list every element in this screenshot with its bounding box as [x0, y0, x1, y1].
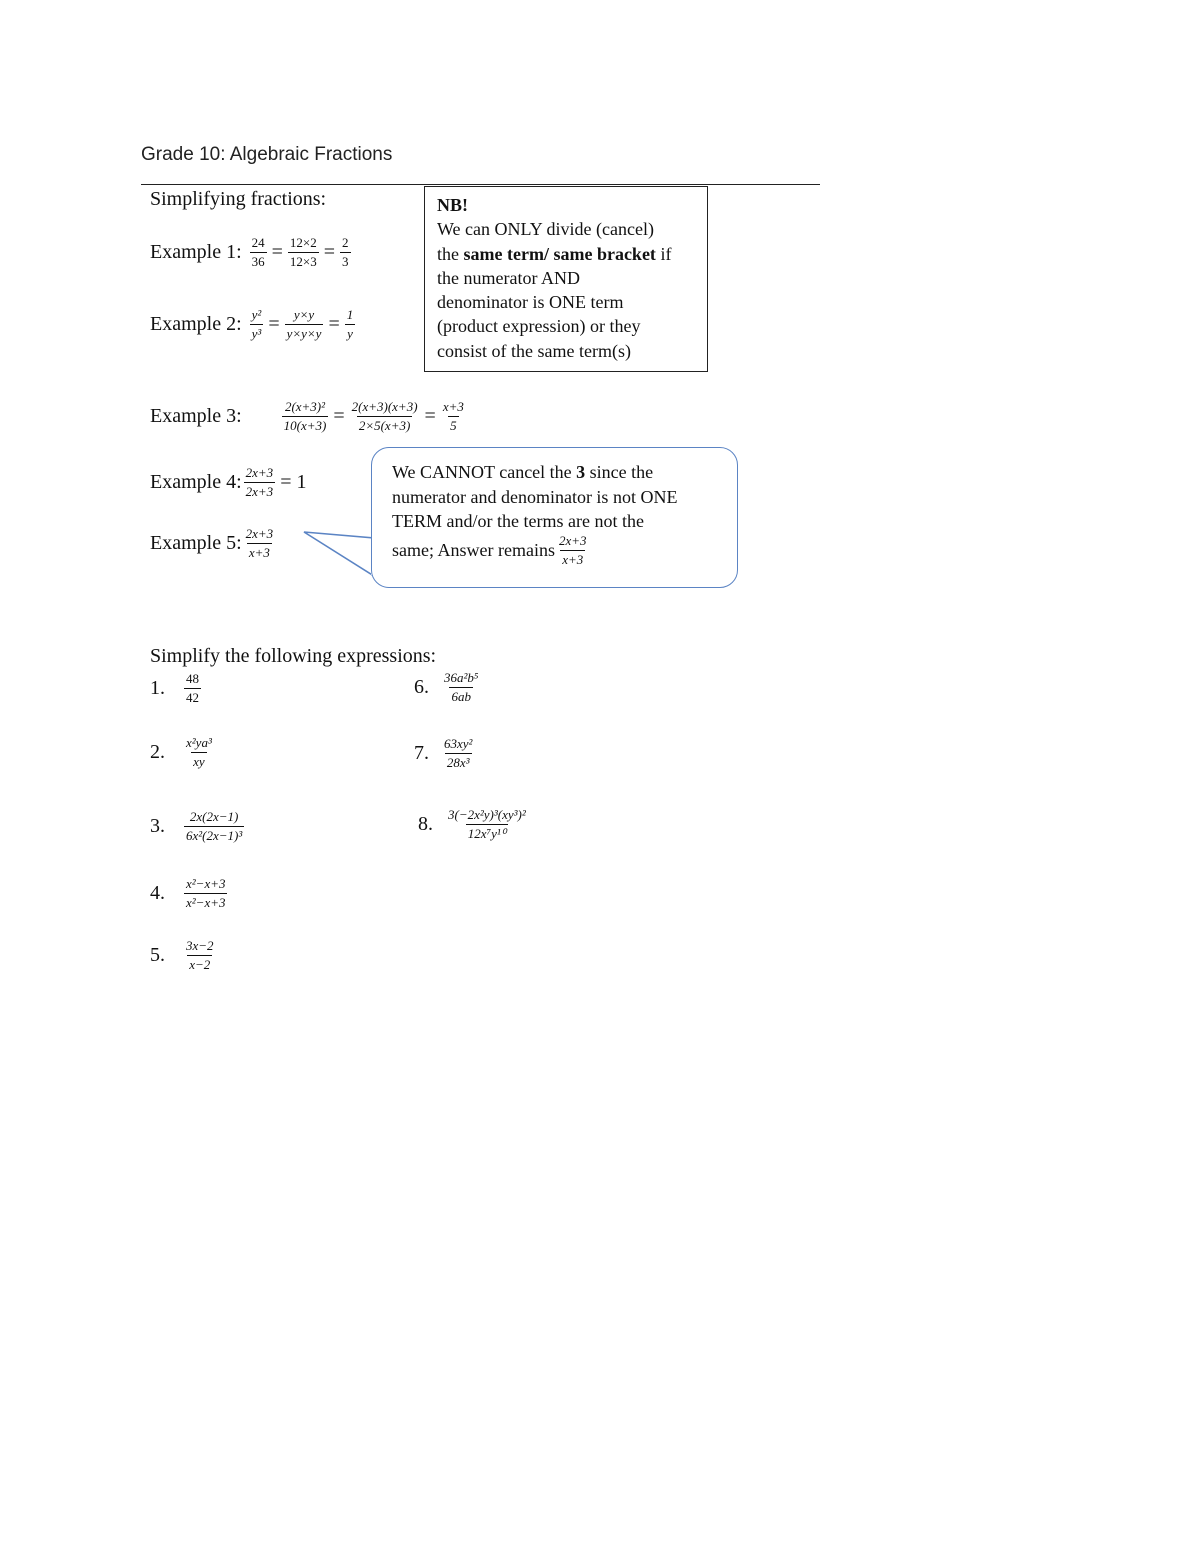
fraction-result: $\frac{x+3}{5}$ [442, 399, 464, 434]
nb-line: (product expression) or they [437, 316, 641, 337]
exercise-item: 5. $\frac{3x-2}{x-2}$ [150, 938, 214, 973]
exercise-item: 2. $\frac{\text{x²ya³}}{xy}$ [150, 735, 212, 770]
fraction-cancelled: $\frac{y\times y}{y\times y\times y}$ [286, 307, 322, 342]
nb-line: We can ONLY divide (cancel) [437, 219, 654, 240]
exercise-fraction: $\frac{\text{3(−2x²y)³(xy³)²}}{\text{12x⁷y¹⁰}}$ [448, 807, 526, 842]
callout-line: TERM and/or the terms are not the [392, 511, 644, 531]
example-label: Example 2: [150, 313, 242, 336]
exercise-fraction: $\frac{\text{x²−x+3}}{\text{x²−x+3}}$ [186, 876, 226, 911]
example-2: Example 2: $\frac{\text{y²}}{\text{y³}}$ = $\frac{y\times y}{y\times y\times y}$ = $\frac{1}{y}$ [150, 307, 354, 342]
example-5 [150, 527, 277, 561]
example-label: Example 4: [150, 471, 242, 494]
exercise-fraction: $\frac{48}{42}$ [186, 671, 199, 706]
callout-pointer [296, 520, 376, 590]
callout-line: numerator and denominator is not ONE [392, 486, 678, 507]
exercise-item: 8. $\frac{\text{3(−2x²y)³(xy³)²}}{\text{12x⁷y¹⁰}}$ [418, 807, 526, 842]
example-4-result: = 1 [280, 471, 307, 494]
title-divider [141, 184, 820, 185]
fraction: $\frac{2x+3}{x+3}$ [245, 526, 274, 561]
exercise-item: 3. $\frac{2x(2x-1)}{\text{6x²(2x−1)³}}$ [150, 809, 243, 844]
page-title: Grade 10: Algebraic Fractions [141, 144, 393, 165]
fraction-result: $\frac{2}{3}$ [342, 235, 349, 270]
example-3: Example 3: $\frac{\text{2(x+3)²}}{10(x+3)}$ = $\frac{2(x+3)(x+3)}{2\times 5(x+3)}$ = $\frac{x+3}{5}$ [150, 399, 464, 434]
exercise-fraction: $\frac{\text{36a²b⁵}}{6ab}$ [444, 670, 479, 705]
fraction: $\frac{\text{2(x+3)²}}{10(x+3)}$ [283, 399, 327, 434]
callout-line: We CANNOT cancel the 3 since the [392, 462, 654, 482]
fraction: $\frac{24}{36}$ [251, 235, 265, 270]
example-label: Example 1: [150, 241, 242, 264]
nb-line: the numerator AND [437, 267, 580, 288]
nb-note-box [424, 186, 708, 372]
exercise-fraction: $\frac{3x-2}{x-2}$ [186, 938, 214, 973]
fraction-result: $\frac{1}{y}$ [346, 307, 354, 342]
example-label: Example 5: [150, 532, 242, 555]
nb-line: denominator is ONE term [437, 292, 624, 313]
fraction: $\frac{\text{y²}}{\text{y³}}$ [251, 307, 262, 342]
fraction-cancelled: $\frac{2x+3}{2x+3}$ [245, 465, 274, 500]
example-4 [150, 466, 309, 500]
exercise-item: 1. $\frac{48}{42}$ [150, 671, 199, 706]
fraction-cancelled: $\frac{2(x+3)(x+3)}{2\times 5(x+3)}$ [351, 399, 418, 434]
exercise-fraction: $\frac{\text{63xy²}}{\text{28x³}}$ [444, 736, 473, 771]
exercise-fraction: $\frac{\text{x²ya³}}{xy}$ [186, 735, 212, 770]
nb-line: consist of the same term(s) [437, 340, 631, 361]
nb-heading: NB! [437, 195, 468, 215]
exercises-heading: Simplify the following expressions: [150, 645, 437, 667]
callout-answer-fraction: $\frac{2x+3}{x+3}$ [558, 532, 587, 567]
exercise-item: 7. $\frac{\text{63xy²}}{\text{28x³}}$ [414, 736, 473, 771]
callout-bubble [371, 447, 738, 588]
nb-line: the same term/ same bracket if [437, 243, 672, 264]
example-1: Example 1: $\frac{24}{36}$ = $\frac{12\times 2}{12\times 3}$ = $\frac{2}{3}$ [150, 235, 349, 270]
callout-line: same; Answer remains $\frac{2x+3}{x+3}$ [392, 532, 587, 567]
exercise-item: 6. $\frac{\text{36a²b⁵}}{6ab}$ [414, 670, 479, 705]
section-heading-simplifying: Simplifying fractions: [150, 188, 327, 210]
exercise-item: 4. $\frac{\text{x²−x+3}}{\text{x²−x+3}}$ [150, 876, 226, 911]
fraction-cancelled: $\frac{12\times 2}{12\times 3}$ [289, 235, 317, 270]
exercise-fraction: $\frac{2x(2x-1)}{\text{6x²(2x−1)³}}$ [186, 809, 243, 844]
example-label: Example 3: [150, 405, 242, 428]
